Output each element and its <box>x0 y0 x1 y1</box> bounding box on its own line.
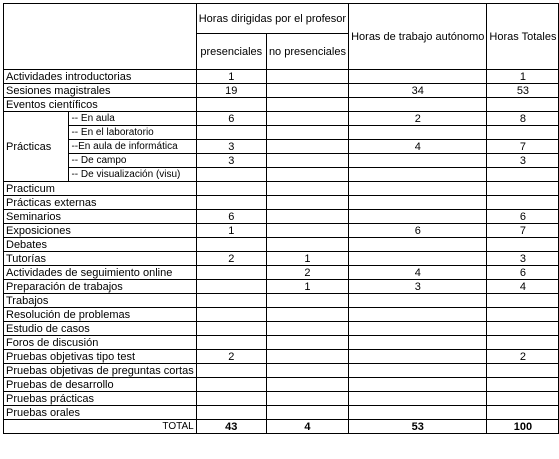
table-row <box>4 140 559 154</box>
header-totales: Horas Totales <box>487 4 559 70</box>
totales-cell <box>487 378 559 392</box>
totales-cell: 53 <box>487 84 559 98</box>
row-label: Preparación de trabajos <box>4 280 197 294</box>
totales-cell <box>487 294 559 308</box>
presenciales-cell: 1 <box>196 70 266 84</box>
autonomo-cell: 6 <box>349 224 487 238</box>
header-autonomo: Horas de trabajo autónomo <box>349 4 487 70</box>
presenciales-cell <box>196 336 266 350</box>
totales-cell: 6 <box>487 210 559 224</box>
autonomo-cell <box>349 364 487 378</box>
no-presenciales-cell <box>266 294 348 308</box>
totales-cell: 7 <box>487 140 559 154</box>
table-row <box>4 322 559 336</box>
autonomo-cell <box>349 98 487 112</box>
header-presenciales: presenciales <box>196 34 266 70</box>
autonomo-cell <box>349 182 487 196</box>
table-row <box>4 308 559 322</box>
row-label: --En aula de informática <box>69 140 196 154</box>
presenciales-cell <box>196 322 266 336</box>
totales-cell <box>487 126 559 140</box>
autonomo-cell: 3 <box>349 280 487 294</box>
table-row <box>4 182 559 196</box>
table-row <box>4 280 559 294</box>
no-presenciales-cell <box>266 322 348 336</box>
presenciales-cell: 19 <box>196 84 266 98</box>
no-presenciales-cell: 1 <box>266 252 348 266</box>
no-presenciales-cell <box>266 154 348 168</box>
presenciales-cell <box>196 98 266 112</box>
no-presenciales-cell <box>266 140 348 154</box>
no-presenciales-cell <box>266 70 348 84</box>
autonomo-cell: 4 <box>349 140 487 154</box>
row-label: Sesiones magistrales <box>4 84 197 98</box>
table-row <box>4 266 559 280</box>
presenciales-cell: 2 <box>196 350 266 364</box>
autonomo-cell: 4 <box>349 266 487 280</box>
row-label: Pruebas de desarrollo <box>4 378 197 392</box>
autonomo-cell <box>349 70 487 84</box>
no-presenciales-cell <box>266 336 348 350</box>
autonomo-cell <box>349 294 487 308</box>
no-presenciales-cell <box>266 210 348 224</box>
presenciales-cell <box>196 308 266 322</box>
totales-cell <box>487 364 559 378</box>
presenciales-cell <box>196 280 266 294</box>
row-label: -- En el laboratorio <box>69 126 196 140</box>
autonomo-cell <box>349 392 487 406</box>
header-row <box>4 4 559 34</box>
totales-cell: 3 <box>487 252 559 266</box>
row-label: Estudio de casos <box>4 322 197 336</box>
totales-cell <box>487 406 559 420</box>
no-presenciales-cell <box>266 392 348 406</box>
no-presenciales-cell <box>266 182 348 196</box>
table-row <box>4 406 559 420</box>
totales-cell <box>487 168 559 182</box>
presenciales-cell <box>196 392 266 406</box>
autonomo-cell: 34 <box>349 84 487 98</box>
presenciales-cell <box>196 126 266 140</box>
presenciales-cell: 6 <box>196 210 266 224</box>
header-no-presenciales: no presenciales <box>266 34 348 70</box>
totales-cell: 100 <box>487 420 559 434</box>
totales-cell <box>487 98 559 112</box>
row-label: Actividades introductorias <box>4 70 197 84</box>
presenciales-cell <box>196 266 266 280</box>
row-label: Pruebas objetivas de preguntas cortas <box>4 364 197 378</box>
row-label: Pruebas orales <box>4 406 197 420</box>
table-row <box>4 336 559 350</box>
table-row <box>4 392 559 406</box>
presenciales-cell: 3 <box>196 154 266 168</box>
no-presenciales-cell: 2 <box>266 266 348 280</box>
autonomo-cell <box>349 238 487 252</box>
header-blank-cell <box>4 4 197 70</box>
presenciales-cell <box>196 196 266 210</box>
row-label: -- De campo <box>69 154 196 168</box>
autonomo-cell <box>349 406 487 420</box>
totales-cell: 4 <box>487 280 559 294</box>
table-row <box>4 196 559 210</box>
no-presenciales-cell: 1 <box>266 280 348 294</box>
table-row <box>4 252 559 266</box>
autonomo-cell <box>349 196 487 210</box>
table-row <box>4 210 559 224</box>
table-row <box>4 112 559 126</box>
no-presenciales-cell <box>266 238 348 252</box>
table-row <box>4 168 559 182</box>
no-presenciales-cell: 4 <box>266 420 348 434</box>
totales-cell <box>487 182 559 196</box>
no-presenciales-cell <box>266 168 348 182</box>
table-row <box>4 126 559 140</box>
totales-cell <box>487 308 559 322</box>
table-row <box>4 98 559 112</box>
totales-cell: 1 <box>487 70 559 84</box>
no-presenciales-cell <box>266 126 348 140</box>
autonomo-cell: 2 <box>349 112 487 126</box>
no-presenciales-cell <box>266 308 348 322</box>
row-label: Pruebas prácticas <box>4 392 197 406</box>
totales-cell <box>487 336 559 350</box>
totales-cell <box>487 392 559 406</box>
row-label: -- En aula <box>69 112 196 126</box>
autonomo-cell <box>349 308 487 322</box>
table-row <box>4 70 559 84</box>
no-presenciales-cell <box>266 84 348 98</box>
autonomo-cell <box>349 378 487 392</box>
row-label: Foros de discusión <box>4 336 197 350</box>
row-label: -- De visualización (visu) <box>69 168 196 182</box>
totales-cell: 7 <box>487 224 559 238</box>
autonomo-cell <box>349 126 487 140</box>
no-presenciales-cell <box>266 406 348 420</box>
header-dirigidas: Horas dirigidas por el profesor <box>196 4 348 34</box>
autonomo-cell: 53 <box>349 420 487 434</box>
no-presenciales-cell <box>266 98 348 112</box>
autonomo-cell <box>349 322 487 336</box>
row-label: Seminarios <box>4 210 197 224</box>
table-row <box>4 224 559 238</box>
autonomo-cell <box>349 252 487 266</box>
table-row <box>4 238 559 252</box>
autonomo-cell <box>349 168 487 182</box>
presenciales-cell <box>196 294 266 308</box>
hours-table <box>3 3 559 434</box>
autonomo-cell <box>349 350 487 364</box>
row-label: Exposiciones <box>4 224 197 238</box>
presenciales-cell: 6 <box>196 112 266 126</box>
no-presenciales-cell <box>266 364 348 378</box>
practicas-label: Prácticas <box>4 112 69 182</box>
autonomo-cell <box>349 210 487 224</box>
totales-cell <box>487 196 559 210</box>
row-label: Eventos científicos <box>4 98 197 112</box>
hours-table-body <box>4 4 559 434</box>
row-label: TOTAL <box>4 420 197 434</box>
no-presenciales-cell <box>266 224 348 238</box>
totales-cell <box>487 238 559 252</box>
table-row <box>4 364 559 378</box>
totales-cell: 6 <box>487 266 559 280</box>
presenciales-cell: 43 <box>196 420 266 434</box>
presenciales-cell: 2 <box>196 252 266 266</box>
totales-cell <box>487 322 559 336</box>
total-row <box>4 420 559 434</box>
row-label: Trabajos <box>4 294 197 308</box>
autonomo-cell <box>349 154 487 168</box>
no-presenciales-cell <box>266 112 348 126</box>
row-label: Tutorías <box>4 252 197 266</box>
presenciales-cell: 1 <box>196 224 266 238</box>
row-label: Prácticas externas <box>4 196 197 210</box>
presenciales-cell <box>196 182 266 196</box>
presenciales-cell <box>196 364 266 378</box>
no-presenciales-cell <box>266 350 348 364</box>
row-label: Pruebas objetivas tipo test <box>4 350 197 364</box>
table-row <box>4 294 559 308</box>
totales-cell: 2 <box>487 350 559 364</box>
table-row <box>4 154 559 168</box>
no-presenciales-cell <box>266 378 348 392</box>
presenciales-cell <box>196 168 266 182</box>
autonomo-cell <box>349 336 487 350</box>
table-row <box>4 378 559 392</box>
table-row <box>4 84 559 98</box>
presenciales-cell <box>196 238 266 252</box>
row-label: Actividades de seguimiento online <box>4 266 197 280</box>
row-label: Resolución de problemas <box>4 308 197 322</box>
presenciales-cell <box>196 378 266 392</box>
totales-cell: 8 <box>487 112 559 126</box>
table-row <box>4 350 559 364</box>
no-presenciales-cell <box>266 196 348 210</box>
totales-cell: 3 <box>487 154 559 168</box>
row-label: Debates <box>4 238 197 252</box>
presenciales-cell: 3 <box>196 140 266 154</box>
presenciales-cell <box>196 406 266 420</box>
row-label: Practicum <box>4 182 197 196</box>
